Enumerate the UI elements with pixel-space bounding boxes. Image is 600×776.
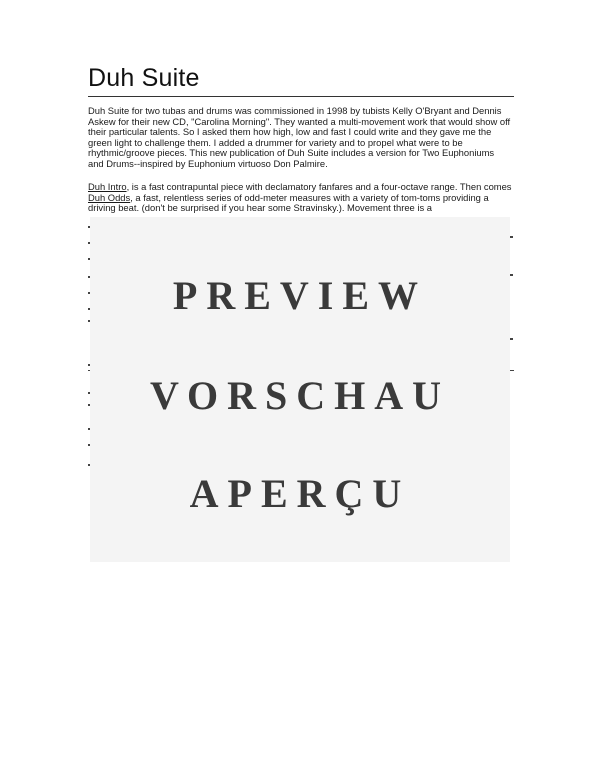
text-fragment <box>510 236 513 238</box>
title-divider <box>88 96 514 97</box>
page-title: Duh Suite <box>88 64 200 92</box>
rule-fragment <box>510 370 514 371</box>
text-fragment <box>510 274 513 276</box>
movements-text-1: , is a fast contrapuntal piece with declamatory fanfares and a four-octave range. Then comes <box>126 181 512 192</box>
text-fragment <box>510 338 513 340</box>
watermark-vorschau: VORSCHAU <box>149 373 451 418</box>
intro-paragraph: Duh Suite for two tubas and drums was commissioned in 1998 by tubists Kelly O'Bryant and Dennis Askew for their new CD, "Carolina Morning". They wanted a multi-movement work that would show off their particular talents. So I asked them how high, low and fast I could write and they gave me the green light to challenge them. I added a drummer for variety and to propel what were to be rhythmic/groove pieces. This new publication of Duh Suite includes a version for Two Euphoniums and Drums--inspired by Euphonium virtuoso Don Palmire. <box>88 105 511 169</box>
duh-intro-link[interactable]: Duh Intro <box>88 181 127 192</box>
movements-paragraph <box>88 182 512 214</box>
watermark-apercu: APERÇU <box>189 471 411 516</box>
watermark-preview: PREVIEW <box>172 273 428 318</box>
duh-odds-link[interactable]: Duh Odds <box>88 191 131 203</box>
movements-text-2: , a fast, relentless series of odd-meter measures with a variety of tom-toms providing a driving beat. (don't be surprised if you hear some Stravinsky.). Movement three is a <box>88 191 489 214</box>
